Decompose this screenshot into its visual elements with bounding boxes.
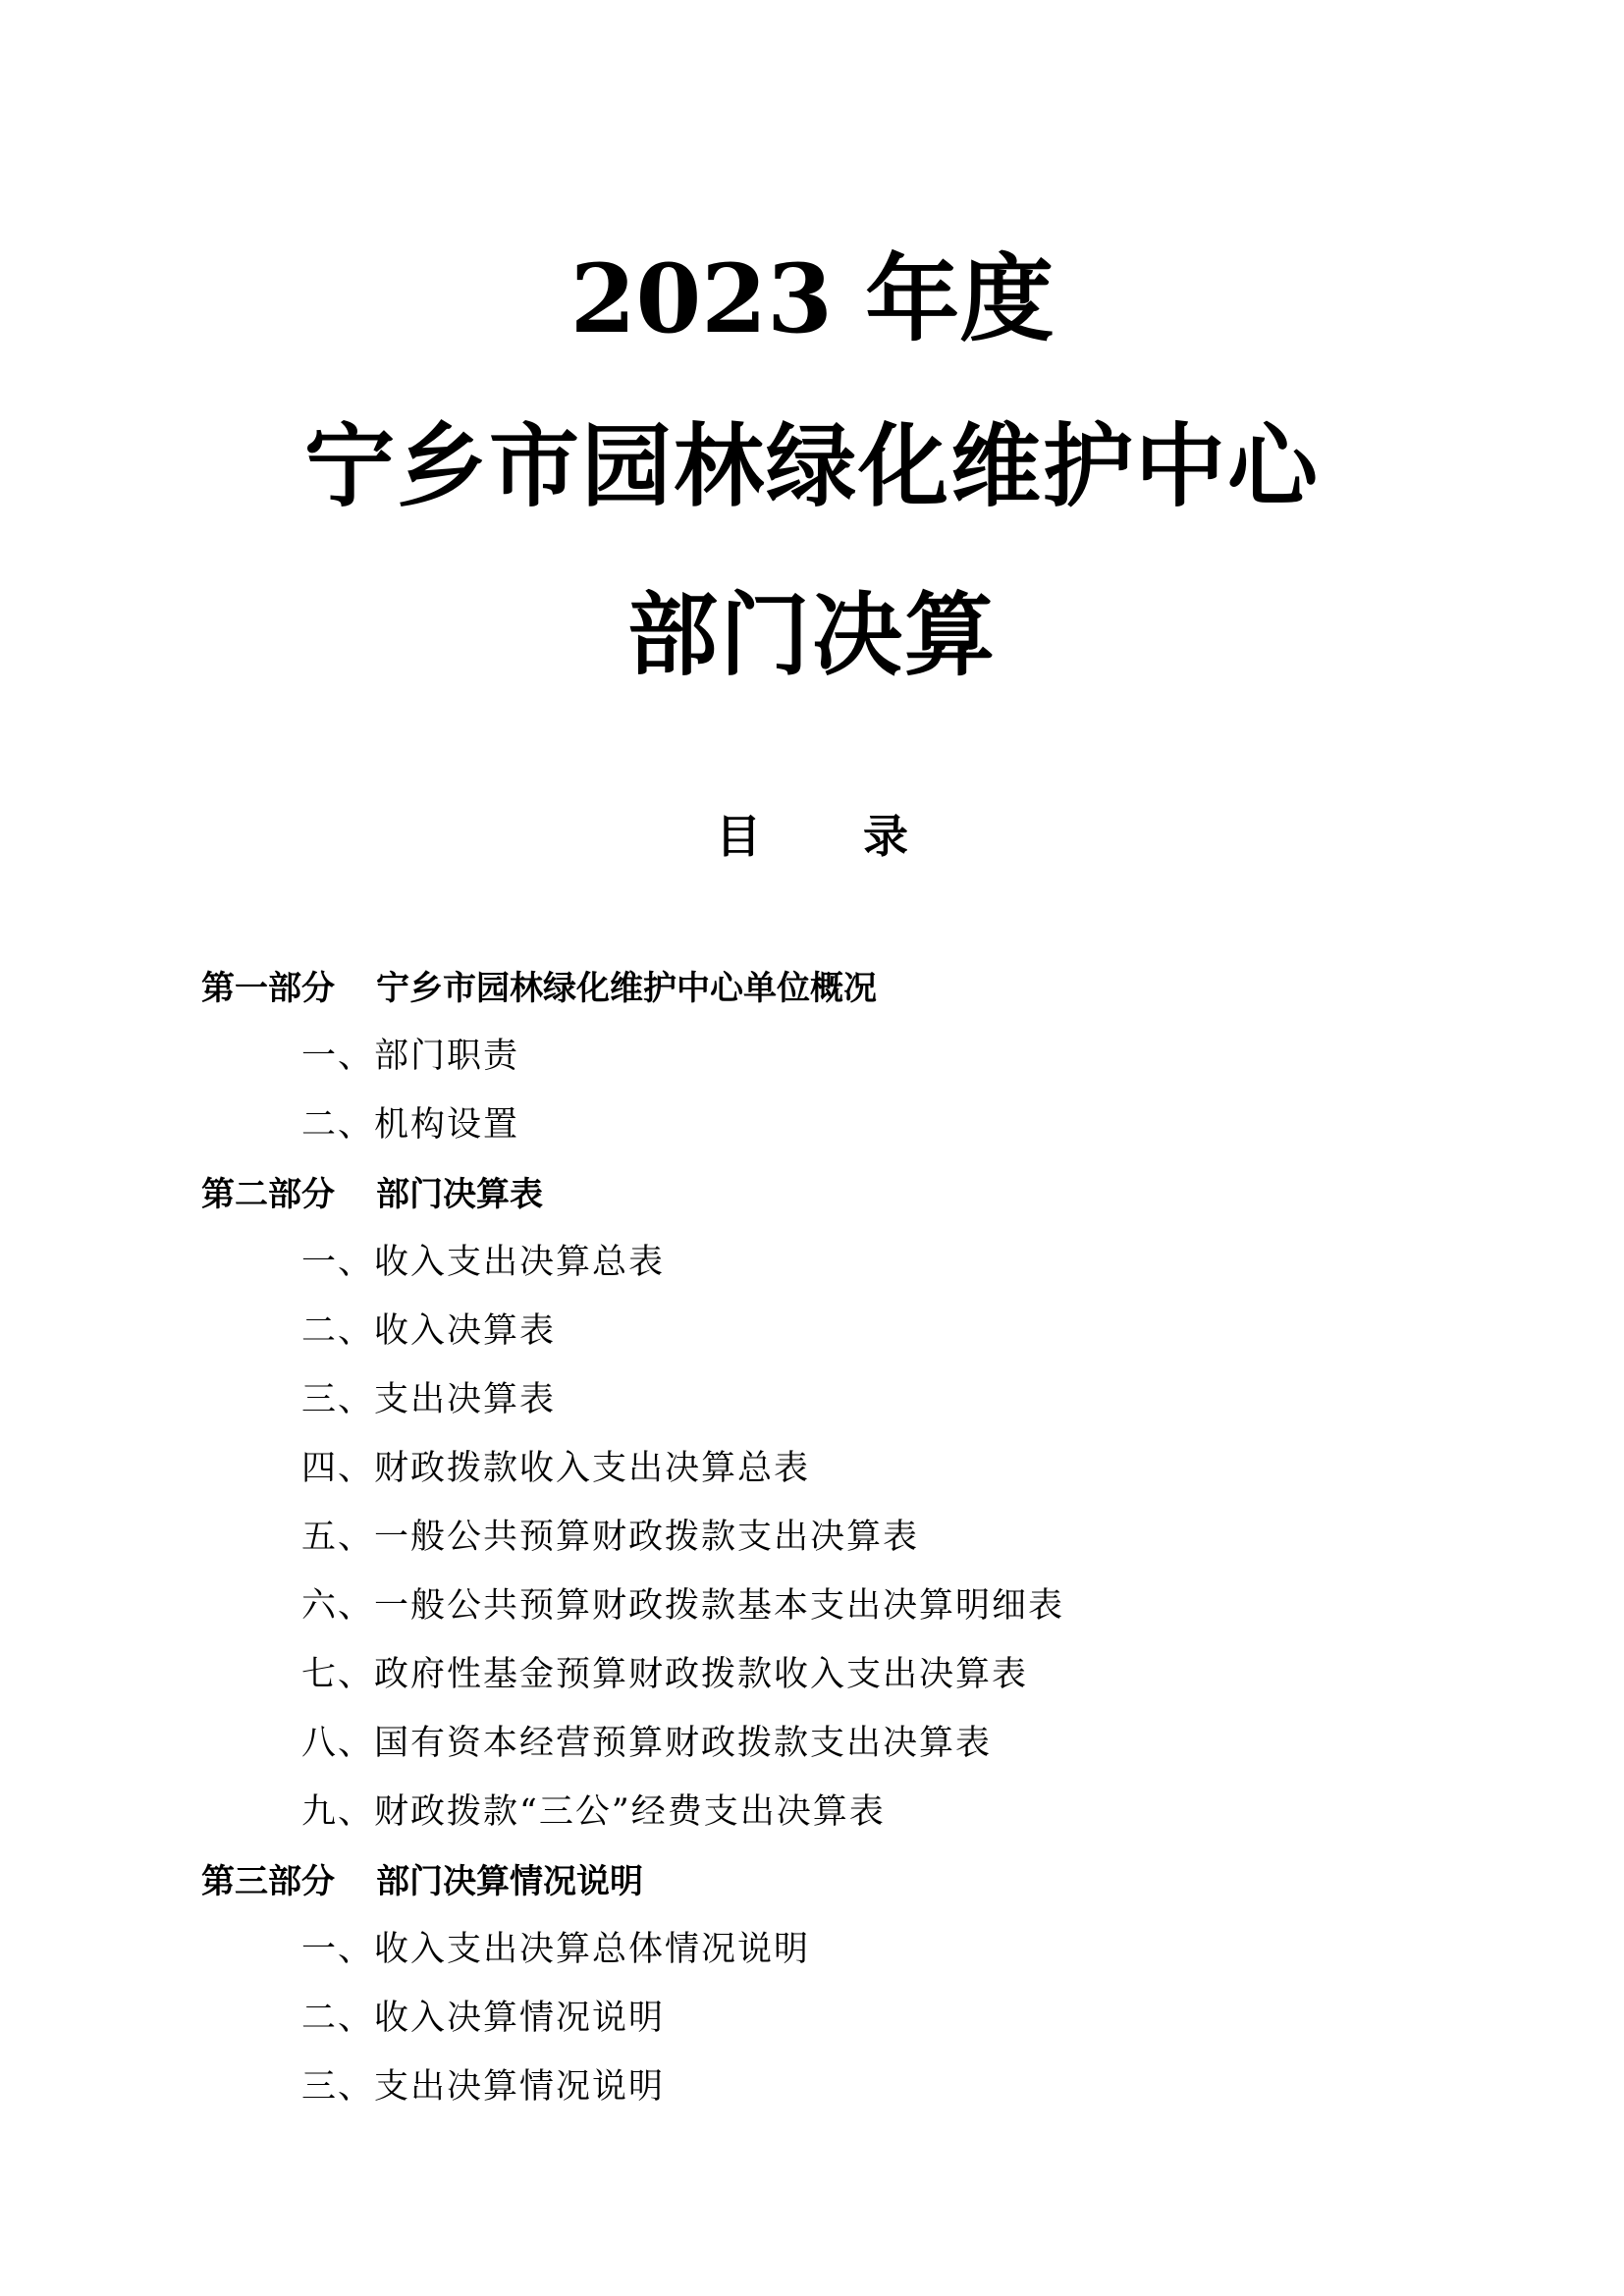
toc-part-3 [201, 1843, 1478, 1912]
toc-item: 九、财政拨款“三公”经费支出决算表 [301, 1792, 886, 1832]
title-document: 部门决算 [626, 582, 997, 688]
toc-item: 八、国有资本经营预算财政拨款支出决算表 [301, 1724, 993, 1763]
title-organization: 宁乡市园林绿化维护中心 [303, 413, 1320, 519]
toc-item: 三、支出决算表 [301, 1380, 557, 1419]
toc-item: 三、支出决算情况说明 [301, 2067, 666, 2107]
toc-item: 四、财政拨款收入支出决算总表 [301, 1449, 811, 1488]
toc-part-number: 第三部分 [201, 1861, 335, 1901]
toc-item: 一、部门职责 [301, 1037, 520, 1076]
toc-item: 五、一般公共预算财政拨款支出决算表 [301, 1518, 920, 1557]
toc-part-1 [201, 950, 1478, 1019]
title-year: 2023 年度 [569, 243, 1055, 354]
toc-item: 二、收入决算情况说明 [301, 1999, 666, 2038]
toc-part-number: 第一部分 [201, 968, 335, 1008]
toc-part-title: 宁乡市园林绿化维护中心单位概况 [376, 968, 877, 1008]
toc-item: 一、收入支出决算总表 [301, 1243, 666, 1282]
table-of-contents [201, 950, 1478, 2118]
toc-item: 六、一般公共预算财政拨款基本支出决算明细表 [301, 1586, 1065, 1626]
toc-part-2 [201, 1156, 1478, 1225]
toc-part-title: 部门决算表 [376, 1174, 543, 1214]
toc-part-number: 第二部分 [201, 1174, 335, 1214]
toc-item: 二、收入决算表 [301, 1311, 557, 1351]
toc-heading: 目 录 [715, 810, 951, 863]
toc-item: 一、收入支出决算总体情况说明 [301, 1930, 811, 1969]
toc-item: 七、政府性基金预算财政拨款收入支出决算表 [301, 1655, 1029, 1694]
toc-item: 二、机构设置 [301, 1105, 520, 1145]
toc-part-title: 部门决算情况说明 [376, 1861, 643, 1901]
